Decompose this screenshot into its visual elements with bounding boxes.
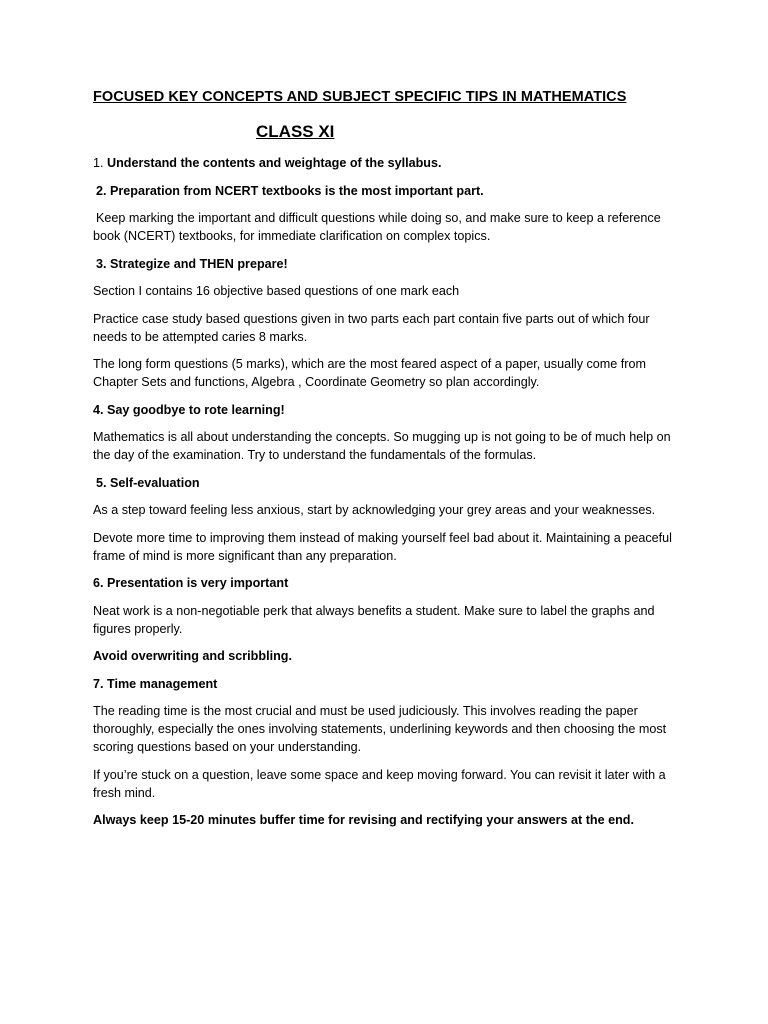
tip-7-para-1: The reading time is the most crucial and must be used judiciously. This involves reading the paper thoroughly, especially the ones involving statements, underlining keywords and then choosing the most scoring questions based on your understanding.: [93, 704, 667, 754]
tip-3-para-1: Section I contains 16 objective based questions of one mark each: [93, 284, 460, 298]
tip-6-para-2: Avoid overwriting and scribbling.: [93, 649, 292, 663]
tip-7-para-3: Always keep 15-20 minutes buffer time for revising and rectifying your answers at the end.: [93, 813, 634, 827]
tip-3-para-3: The long form questions (5 marks), which are the most feared aspect of a paper, usually come from Chapter Sets and functions, Algebra , Coordinate Geometry so plan accordingly.: [93, 357, 646, 389]
tip-5-para-2: Devote more time to improving them instead of making yourself feel bad about it. Maintaining a peaceful frame of mind is more significant than any preparation.: [93, 530, 672, 563]
tip-6-heading: 6. Presentation is very important: [93, 576, 289, 590]
tip-6-para-1: Neat work is a non-negotiable perk that always benefits a student. Make sure to label the graphs and figures properly.: [93, 603, 655, 636]
tip-7-para-2: If you’re stuck on a question, leave some space and keep moving forward. You can revisit it later with a fresh mind.: [93, 767, 666, 800]
tip-3-heading: 3. Strategize and THEN prepare!: [96, 256, 288, 271]
tip-4-heading: 4. Say goodbye to rote learning!: [93, 402, 285, 417]
document-body: [93, 154, 685, 839]
tip-5-para-1: As a step toward feeling less anxious, start by acknowledging your grey areas and your weaknesses.: [93, 503, 656, 517]
tip-1-heading: Understand the contents and weightage of the syllabus.: [107, 156, 442, 170]
tip-5-heading: 5. Self-evaluation: [96, 475, 200, 490]
tip-1: [93, 154, 685, 172]
tip-4-body: Mathematics is all about understanding the concepts. So mugging up is not going to be of much help on the day of the examination. Try to understand the fundamentals of the formulas.: [93, 430, 671, 462]
tip-2-heading: 2. Preparation from NCERT textbooks is the most important part.: [96, 183, 484, 198]
tip-3-para-2: Practice case study based questions given in two parts each part contain five parts out of which four needs to be attempted caries 8 marks.: [93, 311, 650, 344]
tip-1-number: 1.: [93, 156, 104, 170]
document-title: FOCUSED KEY CONCEPTS AND SUBJECT SPECIFIC TIPS IN MATHEMATICS: [93, 89, 627, 105]
tip-2-body: Keep marking the important and difficult questions while doing so, and make sure to keep a reference book (NCERT) textbooks, for immediate clarification on complex topics.: [93, 211, 661, 243]
document-subtitle: CLASS XI: [256, 122, 335, 141]
tip-7-heading: 7. Time management: [93, 676, 218, 691]
